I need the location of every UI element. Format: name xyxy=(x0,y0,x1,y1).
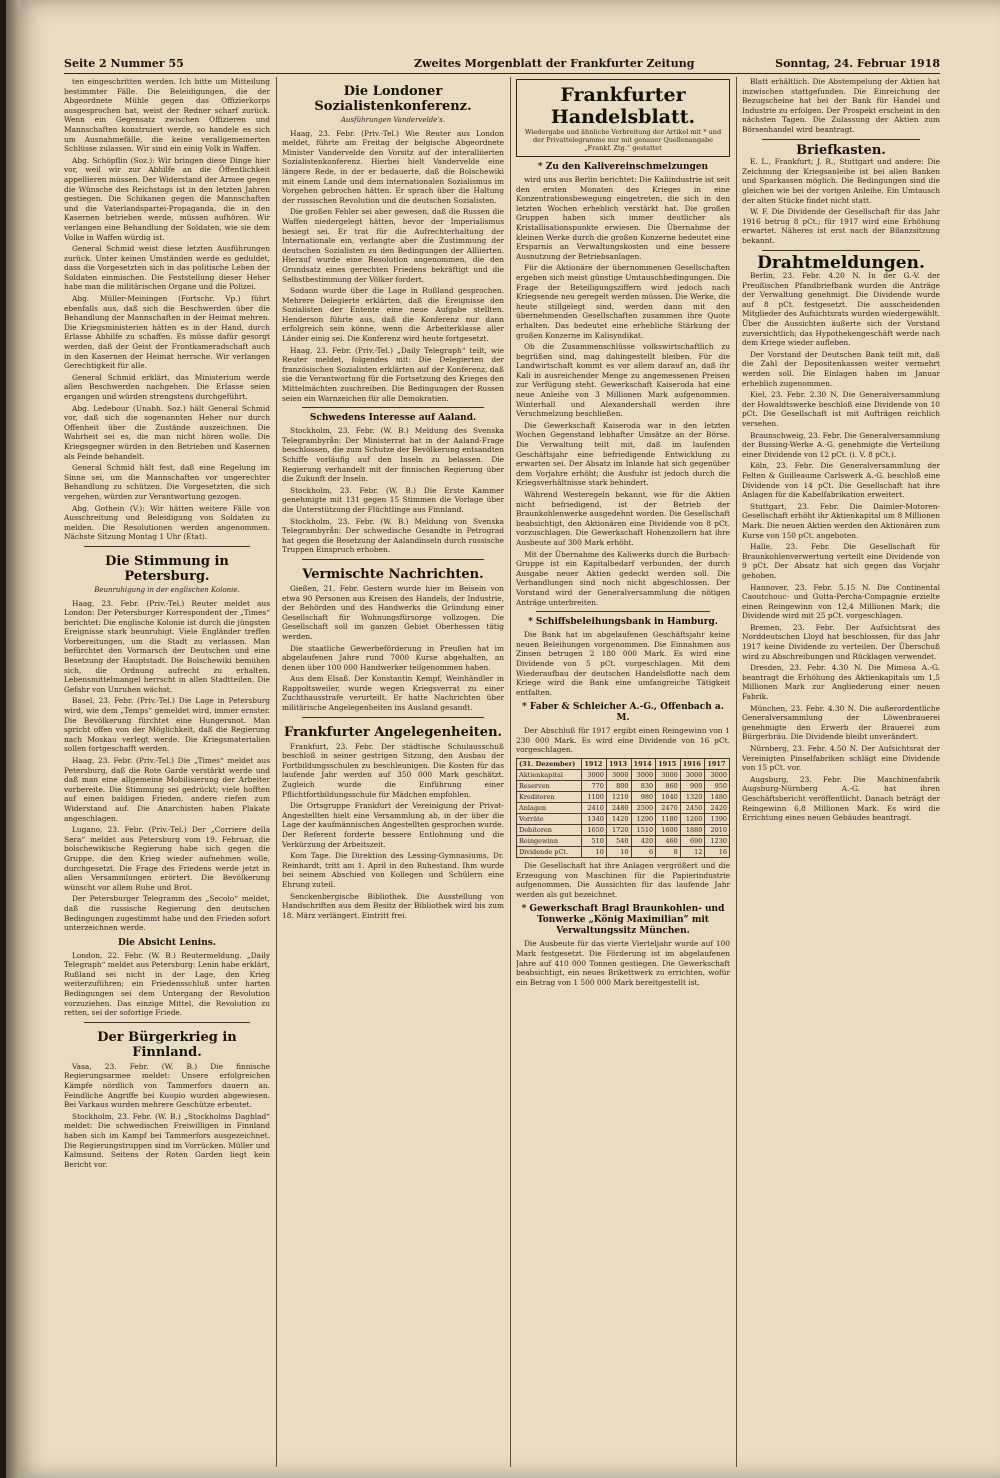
table-header-cell: 1912 xyxy=(582,759,607,770)
paragraph: Stockholm, 23. Febr. (W. B.) Meldung des Svenska Telegrambyrån: Der Ministerrat hat in der Aaland-Frage beschlossen, die zum Schutze der Bevölkerung entsandten Schiffe vorläufig auf den Inseln zu belassen. Die Regierung verhandelt mit der finnischen Regierung über die Zukunft der Inseln. xyxy=(282,426,504,484)
paragraph: Vasa, 23. Febr. (W. B.) Die finnische Regierungsarmee meldet: Unsere erfolgreichen Kämpfe nördlich von Tammerfors dauern an. Feindliche Angriffe bei Kuopio wurden abgewiesen. Bei Varkaus wurden mehrere Geschütze erbeutet. xyxy=(64,1061,270,1110)
paragraph: Abg. Gothein (V.): Wir hätten weitere Fälle von Ausschreitung und Beleidigung von Soldaten zu melden. Die Resolutionen werden angenommen. Nächste Sitzung Montag 1 Uhr (Etat). xyxy=(64,503,270,542)
paragraph: Der Abschluß für 1917 ergibt einen Reingewinn von 1 230 000 Mark. Es wird eine Dividende von 16 pCt. vorgeschlagen. xyxy=(516,726,730,755)
table-cell: 540 xyxy=(606,836,631,847)
divider xyxy=(84,546,250,547)
newspaper-title: Zweites Morgenblatt der Frankfurter Zeitung xyxy=(414,57,695,70)
table-cell: 980 xyxy=(631,792,656,803)
headline-finnland: Der Bürgerkrieg in Finnland. xyxy=(97,1029,237,1060)
table-cell: 1290 xyxy=(631,814,656,825)
paragraph: Dresden, 23. Febr. 4.30 N. Die Mimosa A.-G. beantragt die Erhöhung des Aktienkapitals um 1,5 Millionen Mark zur Angliederung einer neuen Fabrik. xyxy=(742,663,940,702)
paragraph: General Schmid erklärt, das Ministerium werde allen Beschwerden nachgehen. Die Erlasse seien ergangen und würden strengstens durchgeführt. xyxy=(64,372,270,401)
paragraph: Abg. Müller-Meiningen (Fortschr. Vp.) führt ebenfalls aus, daß sich die Beschwerden über die Behandlung der Mannschaften in der Heimat mehren. Die Kriegsministerien hätten es in der Hand, durch Erlasse Abhilfe zu schaffen. Es müsse dafür gesorgt werden, daß der Geist der Frontkameradschaft auch in den Kasernen der Heimat herrsche. Wir verlangen Gerechtigkeit für alle. xyxy=(64,294,270,371)
paragraph: Mit der Übernahme des Kaliwerks durch die Burbach-Gruppe ist ein Kapitalbedarf verbunden, der durch Ausgabe neuer Aktien gedeckt werden soll. Die Verhandlungen sind noch nicht abgeschlossen. Der Vorstand wird der Generalversammlung die nötigen Anträge unterbreiten. xyxy=(516,549,730,607)
table-cell: 800 xyxy=(606,781,631,792)
divider xyxy=(302,407,484,408)
headline-schiffsbeleihung: * Schiffsbeleihungsbank in Hamburg. xyxy=(528,617,718,628)
paragraph: Blatt erhältlich. Die Abstempelung der Aktien hat inzwischen stattgefunden. Die Einreichung der Bezugscheine hat bei der Bank für Handel und Industrie zu erfolgen. Der Prospekt erscheint in den nächsten Tagen. Die Zulassung der Aktien zum Börsenhandel wird beantragt. xyxy=(742,77,940,134)
table-cell: 8 xyxy=(656,847,681,858)
table-cell: 860 xyxy=(656,781,681,792)
table-cell: 3000 xyxy=(606,770,631,781)
paragraph: Für die Aktionäre der übernommenen Gesellschaften ergeben sich meist günstige Umtauschbedingungen. Die Frage der Beteiligungsziffern wird jedoch nach Kriegsende neu geregelt werden müssen. Die Werke, die heute stillgelegt sind, werden dann mit den übernehmenden Gesellschaften zusammen ihre Quote erhalten. Das bedeutet eine erhebliche Stärkung der großen Konzerne im Kalisyndikat. xyxy=(516,263,730,340)
table-cell: 1230 xyxy=(705,836,730,847)
table-row xyxy=(517,847,730,858)
table-row xyxy=(517,770,730,781)
table-cell: 770 xyxy=(582,781,607,792)
headline-faber: * Faber & Schleicher A.-G., Offenbach a. M. xyxy=(522,702,724,724)
headline-london: Die Londoner Sozialistenkonferenz. xyxy=(314,84,472,114)
paragraph: Aus dem Elsaß. Der Konstantin Kempf, Weinhändler in Rappoltsweiler, wurde wegen Kriegsverrat zu einer Zuchthausstrafe verurteilt. Er hatte Nachrichten über militärische Angelegenheiten ins Ausland gesandt. xyxy=(282,674,504,713)
table-cell: 10 xyxy=(606,847,631,858)
handelsblatt-note: Wiedergabe und ähnliche Verbreitung der Artikel mit * und der Privattelegramme nur mit genauer Quellenangabe „Frankf. Ztg.“ gestattet xyxy=(524,128,722,152)
divider xyxy=(84,1022,250,1023)
table-cell: Debitoren xyxy=(517,825,582,836)
headline-schweden: Schwedens Interesse auf Aaland. xyxy=(309,413,477,424)
table-cell: Reserven xyxy=(517,781,582,792)
paragraph: München, 23. Febr. 4.30 N. Die außerordentliche Generalversammlung der Löwenbrauerei genehmigte den Erwerb der Brauerei zum Bürgerbräu. Die Dividende bleibt unverändert. xyxy=(742,703,940,742)
table-cell: Kreditoren xyxy=(517,792,582,803)
paragraph: Sodann wurde über die Lage in Rußland gesprochen. Mehrere Delegierte erklärten, daß die Ereignisse den Sozialisten der Entente eine neue Aufgabe stellten. Henderson führte aus, daß die Konferenz nur dann erfolgreich sein könne, wenn die Arbeiterklasse aller Länder einig sei. Die Konferenz wird heute fortgesetzt. xyxy=(282,286,504,344)
table-header-cell: 1917 xyxy=(705,759,730,770)
column-2 xyxy=(282,77,504,1467)
paragraph: Während Westeregeln bekannt, wie für die Aktien nicht befriedigend, ist der Betrieb der Braunkohlenwerke ausgedehnt worden. Die Gesellschaft beabsichtigt, den Aktionären eine Dividende von 8 pCt. vorzuschlagen. Die Gewerkschaft Hohenzollern hat ihre Ausbeute auf 300 Mark erhöht. xyxy=(516,490,730,547)
column-rule xyxy=(736,77,737,1467)
table-cell: 1600 xyxy=(656,825,681,836)
paragraph: Die Ortsgruppe Frankfurt der Vereinigung der Privat-Angestellten hielt eine Versammlung ab, in der über die Lage der kaufmännischen Angestellten gesprochen wurde. Der Referent forderte bessere Entlohnung und die Verkürzung der Arbeitszeit. xyxy=(282,801,504,849)
table-cell: Dividende pCt. xyxy=(517,847,582,858)
table-header-cell: 1915 xyxy=(656,759,681,770)
paragraph: Stuttgart, 23. Febr. Die Daimler-Motoren-Gesellschaft erhöht ihr Aktienkapital um 8 Millionen Mark. Die neuen Aktien werden den Aktionären zum Kurse von 150 pCt. angeboten. xyxy=(742,501,940,540)
table-cell: 2470 xyxy=(656,803,681,814)
divider xyxy=(302,559,484,560)
paragraph: Die Gewerkschaft Kaiseroda war in den letzten Wochen Gegenstand lebhafter Umsätze an der Börse. Die Verwaltung teilt mit, daß im laufenden Geschäftsjahr eine befriedigende Entwicklung zu erwarten sei. Der Absatz im Inlande hat sich gegenüber dem Vorjahre erhöht; die Ausfuhr ist jedoch durch die Kriegsverhältnisse stark behindert. xyxy=(516,420,730,488)
headline-braunkohlen: * Gewerkschaft Bragl Braunkohlen- und Tonwerke „König Maximilian“ mit Verwaltungssitz München. xyxy=(521,904,725,937)
paragraph: Die Ausbeute für das vierte Vierteljahr wurde auf 100 Mark festgesetzt. Die Förderung ist im abgelaufenen Jahre auf 410 000 Tonnen gestiegen. Die Gewerkschaft beabsichtigt, ein neues Brikettwerk zu errichten, wofür ein Betrag von 1 500 000 Mark bereitgestellt ist. xyxy=(516,939,730,987)
table-cell: 10 xyxy=(582,847,607,858)
handelsblatt-header xyxy=(516,79,730,157)
divider xyxy=(762,250,920,251)
paragraph: Ob die Zusammenschlüsse volkswirtschaftlich zu begrüßen sind, mag dahingestellt bleiben. Für die Landwirtschaft kommt es vor allem darauf an, daß ihr Kali in ausreichender Menge zu angemessenen Preisen zur Verfügung steht. Gewerkschaft Kaiseroda hat eine neue Anleihe von 3 Millionen Mark aufgenommen. Winterhall und Alexandershall werden ihre Verschmelzung beschließen. xyxy=(516,342,730,419)
table-cell: 2410 xyxy=(582,803,607,814)
table-cell: 1040 xyxy=(656,792,681,803)
table-cell: 1650 xyxy=(582,825,607,836)
paragraph: Stockholm, 23. Febr. (W. B.) Meldung von Svenska Telegrambyrån: Der schwedische Gesandte in Petrograd hat gegen die Besetzung der Aalandinseln durch russische Truppen Einspruch erhoben. xyxy=(282,516,504,555)
paragraph: Die großen Fehler sei aber gewesen, daß die Russen die Waffen niedergelegt hätten, bevor der Imperialismus besiegt sei. Er trat für die Aufrechterhaltung der Internationale ein, verlangte aber die Zustimmung der deutschen Sozialisten zu den Bedingungen der Alliierten. Hierauf wurde eine Resolution angenommen, die den Grundsatz eines gerechten Friedens bekräftigt und die Selbstbestimmung der Völker fordert. xyxy=(282,207,504,284)
table-cell: 1320 xyxy=(680,792,705,803)
table-row xyxy=(517,825,730,836)
headline-briefkasten: Briefkasten. xyxy=(796,142,886,158)
headline-angelegenheiten: Frankfurter Angelegenheiten. xyxy=(283,724,503,740)
column-4 xyxy=(742,77,940,1467)
paragraph: Die staatliche Gewerbeförderung in Preußen hat im abgelaufenen Jahre rund 7000 Kurse abgehalten, an denen über 100 000 Handwerker teilgenommen haben. xyxy=(282,643,504,672)
paragraph: Gießen, 21. Febr. Gestern wurde hier im Beisein von etwa 90 Personen aus Kreisen des Handels, der Industrie, der Behörden und des Handwerks die Gründung einer Gesellschaft für Wohnungsfürsorge vollzogen. Die Gesellschaft soll im ganzen Gebiet Oberhessen tätig werden. xyxy=(282,583,504,641)
divider xyxy=(762,139,920,140)
divider xyxy=(302,717,484,718)
paragraph: Berlin, 23. Febr. 4.20 N. In der G.-V. der Preußischen Pfandbriefbank wurden die Anträge der Verwaltung genehmigt. Die Dividende wurde auf 8 pCt. festgesetzt. Die ausscheidenden Mitglieder des Aufsichtsrats wurden wiedergewählt. Über die Aussichten äußerte sich der Vorstand zuversichtlich; das Hypothekengeschäft werde nach dem Kriege wieder aufleben. xyxy=(742,271,940,348)
table-cell: 1390 xyxy=(705,814,730,825)
issue-date: Sonntag, 24. Februar 1918 xyxy=(775,57,940,70)
paragraph: Halle, 23. Febr. Die Gesellschaft für Braunkohlenverwertung verteilt eine Dividende von 9 pCt. Der Absatz hat sich gegen das Vorjahr gehoben. xyxy=(742,542,940,580)
paragraph: Frankfurt, 23. Febr. Der städtische Schulausschuß beschloß in seiner gestrigen Sitzung, den Ausbau der Fortbildungsschulen zu beschleunigen. Die Kosten für das laufende Jahr werden auf 350 000 Mark geschätzt. Zugleich wurde die Einführung einer Pflichtfortbildungsschule für Mädchen empfohlen. xyxy=(282,741,504,799)
table-cell: 1210 xyxy=(606,792,631,803)
table-cell: 2500 xyxy=(631,803,656,814)
paragraph: Basel, 23. Febr. (Priv.-Tel.) Die Lage in Petersburg wird, wie dem „Temps“ gemeldet wird, immer ernster. Die Bevölkerung fürchtet eine Hungersnot. Man spricht offen von der Möglichkeit, daß die Regierung nach Moskau verlegt werde. Die Kriegsmaterialien sollen fortgeschafft werden. xyxy=(64,696,270,754)
table-cell: Reingewinn xyxy=(517,836,582,847)
table-cell: 1340 xyxy=(582,814,607,825)
paragraph: Stockholm, 23. Febr. (W. B.) „Stockholms Dagblad“ meldet: Die schwedischen Freiwilligen in Finnland haben sich im Kampf bei Tammerfors ausgezeichnet. Die Regierungstruppen sind im Vorrücken. Müller und Kalmsund. Seitens der Roten Garden liegt kein Bericht vor. xyxy=(64,1111,270,1169)
page-number: Seite 2 Nummer 55 xyxy=(64,57,184,70)
table-cell: 12 xyxy=(680,847,705,858)
table-cell: 460 xyxy=(656,836,681,847)
table-cell: 1510 xyxy=(631,825,656,836)
paragraph: Nürnberg, 23. Febr. 4.50 N. Der Aufsichtsrat der Vereinigten Pinselfabriken schlägt eine Dividende von 15 pCt. vor. xyxy=(742,744,940,773)
paragraph: Bremen, 23. Febr. Der Aufsichtsrat des Norddeutschen Lloyd hat beschlossen, für das Jahr 1917 keine Dividende zu verteilen. Der Überschuß wird zu Abschreibungen und Rücklagen verwendet. xyxy=(742,622,940,661)
paragraph: Abg. Schöpflin (Soz.): Wir bringen diese Dinge hier vor, weil wir zur Abhilfe an die Öffentlichkeit appellieren müssen. Der Widerstand der Armee gegen die Wünsche des Reichstags ist in den letzten Jahren gestiegen. Die Schikanen gegen die Mannschaften und die Vaterlandspartei-Propaganda, die in den Kasernen betrieben werde, müssen aufhören. Wir verlangen eine Behandlung der Soldaten, wie sie dem Volke in Waffen würdig ist. xyxy=(64,155,270,242)
table-cell: 1180 xyxy=(656,814,681,825)
table-cell: 16 xyxy=(705,847,730,858)
paragraph: General Schmid weist diese letzten Ausführungen zurück. Unter keinen Umständen werde es geduldet, dass die Vorgesetzten sich in das politische Leben der Soldaten einmischen. Die Feststellung dieser Heher habe man die militärischen Organe und die Polizei. xyxy=(64,244,270,292)
headline-petersburg: Die Stimmung in Petersburg. xyxy=(105,553,229,584)
table-cell: 3000 xyxy=(582,770,607,781)
table-row xyxy=(517,792,730,803)
handelsblatt-title: Frankfurter Handelsblatt. xyxy=(550,84,696,128)
paragraph: Köln, 23. Febr. Die Generalversammlung der Felten & Guilleaume Carlswerk A.-G. beschloß eine Dividende von 14 pCt. Die Gesellschaft hat ihre Anlagen für die Kabelfabrikation erweitert. xyxy=(742,461,940,500)
paragraph: Kom Tage. Die Direktion des Lessing-Gymnasiums, Dr. Reinhardt, tritt am 1. April in den Ruhestand. Ihm wurde bei seinem Abschied von Kollegen und Schülern eine Ehrung zuteil. xyxy=(282,851,504,889)
table-cell: 3000 xyxy=(705,770,730,781)
table-cell: 1420 xyxy=(606,814,631,825)
paragraph: Lugano, 23. Febr. (Priv.-Tel.) Der „Corriere della Sera“ meldet aus Petersburg vom 19. Februar, die bolschewikische Regierung habe sich gegen die Gruppe, die den Krieg wieder aufnehmen wolle, durchgesetzt. Die Frage des Friedens werde jetzt in allen Versammlungen erörtert. Die Bevölkerung wünscht vor allem Ruhe und Brot. xyxy=(64,825,270,892)
table-row xyxy=(517,781,730,792)
paragraph: Haag, 23. Febr. (Priv.-Tel.) Reuter meldet aus London: Der Petersburger Korrespondent der „Times“ berichtet: Die englische Kolonie ist durch die jüngsten Ereignisse stark beunruhigt. Viele Engländer treffen Vorbereitungen, um die Stadt zu verlassen. Man befürchtet den Vormarsch der Deutschen und eine Besetzung der Hauptstadt. Die Bolschewiki bemühen sich, die Ordnung aufrecht zu erhalten. Lebensmittelmangel herrscht in allen Stadtteilen. Die Gefahr von Unruhen wächst. xyxy=(64,598,270,694)
table-cell: 690 xyxy=(680,836,705,847)
table-row xyxy=(517,836,730,847)
paragraph: London, 22. Febr. (W. B.) Reutermeldung. „Daily Telegraph“ meldet aus Petersburg: Lenin habe erklärt, Rußland sei nicht in der Lage, den Krieg weiterzuführen; ein Friedensschluß unter harten Bedingungen sei dem Untergang der Revolution vorzuziehen. Das einzige Mittel, die Revolution zu retten, sei der sofortige Friede. xyxy=(64,950,270,1018)
paragraph: Braunschweig, 23. Febr. Die Generalversammlung der Bussing-Werke A.-G. genehmigte die Verteilung einer Dividende von 12 pCt. (i. V. 8 pCt.). xyxy=(742,430,940,459)
paragraph: Senckenbergische Bibliothek. Die Ausstellung von Handschriften aus dem Besitz der Bibliothek wird bis zum 18. März verlängert. Eintritt frei. xyxy=(282,891,504,920)
table-cell: 510 xyxy=(582,836,607,847)
table-row xyxy=(517,803,730,814)
page-header xyxy=(64,55,940,71)
column-3 xyxy=(516,77,730,1467)
table-cell: 420 xyxy=(631,836,656,847)
table-header-cell: 1916 xyxy=(680,759,705,770)
paragraph: General Schmid hält fest, daß eine Regelung im Sinne sei, um die Mannschaften vor ungerechter Behandlung zu schützen. Die Vorgesetzten, die sich vergehen, würden zur Verantwortung gezogen. xyxy=(64,463,270,501)
headline-kali: * Zu den Kalivereinschmelzungen xyxy=(537,162,709,172)
column-rule xyxy=(510,77,511,1467)
divider xyxy=(536,611,710,612)
paragraph: ten eingeschritten werden. Ich bitte um Mitteilung bestimmter Fälle. Die Beleidigungen, die der Abgeordnete Mühle gegen das Offizierkorps ausgesprochen hat, weist der Redner scharf zurück. Wenn ein Gegensatz zwischen Offizieren und Mannschaften konstruiert werde, so handele es sich um Ausnahmefälle, die keine verallgemeinerten Schlüsse zulassen. Wir sind ein einig Volk in Waffen. xyxy=(64,77,270,154)
table-header-cell: 1914 xyxy=(631,759,656,770)
paragraph: Augsburg, 23. Febr. Die Maschinenfabrik Augsburg-Nürnberg A.-G. hat ihren Geschäftsbericht veröffentlicht. Danach beträgt der Reingewinn 6,8 Millionen Mark. Es wird die Errichtung eines neuen Gebäudes beantragt. xyxy=(742,774,940,823)
paragraph: Haag, 23. Febr. (Priv.-Tel.) „Daily Telegraph“ teilt, wie Reuter meldet, folgendes mit: Die Delegierten der französischen Sozialisten erklärten auf der Konferenz, daß sie die Verantwortung für die Fortsetzung des Krieges den Mittelmächten zuschreiben. Die Bedingungen der Russen seien ein Warnzeichen für alle Demokratien. xyxy=(282,345,504,403)
table-header-cell: 1913 xyxy=(606,759,631,770)
table-cell: 3000 xyxy=(656,770,681,781)
paragraph: Die Gesellschaft hat ihre Anlagen vergrößert und die Erzeugung von Maschinen für die Papierindustrie aufgenommen. Die Aussichten für das laufende Jahr werden als gut bezeichnet. xyxy=(516,861,730,899)
table-cell: 3000 xyxy=(680,770,705,781)
paragraph: Die Bank hat im abgelaufenen Geschäftsjahr keine neuen Beleihungen vorgenommen. Die Einnahmen aus Zinsen betrugen 2 180 000 Mark. Es wird eine Dividende von 5 pCt. vorgeschlagen. Mit dem Wiederaufbau der deutschen Handelsflotte nach dem Kriege wird die Bank eine umfangreiche Tätigkeit entfalten. xyxy=(516,630,730,697)
table-cell: 1880 xyxy=(680,825,705,836)
table-cell: Anlagen xyxy=(517,803,582,814)
financial-table xyxy=(516,758,730,858)
column-rule xyxy=(276,77,277,1467)
headline-drahtmeldungen: Drahtmeldungen. xyxy=(757,252,925,273)
table-cell: 2450 xyxy=(680,803,705,814)
table-cell: Aktienkapital xyxy=(517,770,582,781)
paragraph: W. F. Die Dividende der Gesellschaft für das Jahr 1916 betrug 8 pCt.; für 1917 wird eine Erhöhung erwartet. Näheres ist erst nach der Bilanzsitzung bekannt. xyxy=(742,207,940,245)
table-cell: 1260 xyxy=(680,814,705,825)
headline-vermischte: Vermischte Nachrichten. xyxy=(302,566,484,582)
headline-lenin: Die Absicht Lenins. xyxy=(118,937,216,948)
table-cell: 1100 xyxy=(582,792,607,803)
header-rule xyxy=(64,73,940,74)
column-1 xyxy=(64,77,270,1467)
table-cell: 6 xyxy=(631,847,656,858)
table-cell: 2420 xyxy=(705,803,730,814)
table-cell: 1720 xyxy=(606,825,631,836)
paragraph: Stockholm, 23. Febr. (W. B.) Die Erste Kammer genehmigte mit 131 gegen 15 Stimmen die Vorlage über die Unterstützung der Flüchtlinge aus Finnland. xyxy=(282,485,504,514)
paragraph: Abg. Ledebour (Unabh. Soz.) hält General Schmid vor, daß sich die sogenannten Heher nur durch Offenheit über die Zustände auszeichnen. Die Wahrheit sei es, die man nicht hören wolle. Die Kriegsgegner würden in den Betrieben und Kasernen als Feinde behandelt. xyxy=(64,403,270,461)
table-row xyxy=(517,814,730,825)
paragraph: Hannover, 23. Febr. 5.15 N. Die Continental Caoutchouc- und Gutta-Percha-Compagnie erzielte einen Reingewinn von 12,4 Millionen Mark; die Dividende wird mit 25 pCt. vorgeschlagen. xyxy=(742,582,940,621)
paragraph: Der Petersburger Telegramm des „Secolo“ meldet, daß die russische Regierung den deutschen Bedingungen zugestimmt habe und den Frieden sofort unterzeichnen werde. xyxy=(64,894,270,933)
subheadline: Ausführungen Vandervelde's. xyxy=(340,116,446,124)
subheadline: Beunruhigung in der englischen Kolonie. xyxy=(94,585,240,594)
table-cell: 950 xyxy=(705,781,730,792)
paragraph: wird uns aus Berlin berichtet: Die Kaliindustrie ist seit den ersten Monaten des Krieges in eine Konzentrationsbewegung eingetreten, die sich in den letzten Wochen erheblich verstärkt hat. Die großen Gruppen haben sich immer deutlicher als Kristallisationspunkte erwiesen. Die Übernahme der kleinen Werke durch die großen Konzerne bedeutet eine Ersparnis an Verwaltungskosten und eine bessere Ausnutzung der Betriebsanlagen. xyxy=(516,175,730,261)
table-cell: 900 xyxy=(680,781,705,792)
table-cell: 3000 xyxy=(631,770,656,781)
table-cell: 1480 xyxy=(705,792,730,803)
paragraph: Haag, 23. Febr. (Priv.-Tel.) Die „Times“ meldet aus Petersburg, daß die Rote Garde verstärkt werde und daß man eine allgemeine Mobilisierung der Arbeiter vorbereite. Die Stimmung sei gedrückt; viele hofften auf einen baldigen Frieden, andere riefen zum Widerstand auf. Die Anarchisten haben Plakate angeschlagen. xyxy=(64,756,270,823)
table-cell: Vorräte xyxy=(517,814,582,825)
paragraph: E. L., Frankfurt; J. R., Stuttgart und andere: Die Zeichnung der Kriegsanleihe ist bei allen Banken und Sparkassen möglich. Die Bedingungen sind die gleichen wie bei der vorigen Anleihe. Ein Umtausch der alten Stücke findet nicht statt. xyxy=(742,157,940,205)
binding-edge xyxy=(6,0,20,1478)
table-cell: 2480 xyxy=(606,803,631,814)
paragraph: Haag, 23. Febr. (Priv.-Tel.) Wie Reuter aus London meldet, führte am Freitag der belgische Abgeordnete Minister Vandervelde den Vorsitz auf der interalliierten Sozialistenkonferenz. Hierbei hielt Vandervelde eine längere Rede, in der er bedauerte, daß die Bolschewiki mit einem Lande und dem internationalen Sozialismus im Vorgehen gebrochen hätten. Er sprach über die Haltung der russischen Revolution und die deutschen Sozialisten. xyxy=(282,128,504,205)
table-cell: 830 xyxy=(631,781,656,792)
table-cell: 2010 xyxy=(705,825,730,836)
paragraph: Der Vorstand der Deutschen Bank teilt mit, daß die Zahl der Depositenkassen weiter vermehrt werden soll. Die Einlagen haben im Januar erheblich zugenommen. xyxy=(742,349,940,388)
newspaper-page xyxy=(6,0,1000,1478)
table-header-cell: (31. Dezember) xyxy=(517,759,582,770)
paragraph: Kiel, 23. Febr. 2.30 N. Die Generalversammlung der Howaldtswerke beschloß eine Dividende von 10 pCt. Die Gesellschaft ist mit Aufträgen reichlich versehen. xyxy=(742,390,940,428)
